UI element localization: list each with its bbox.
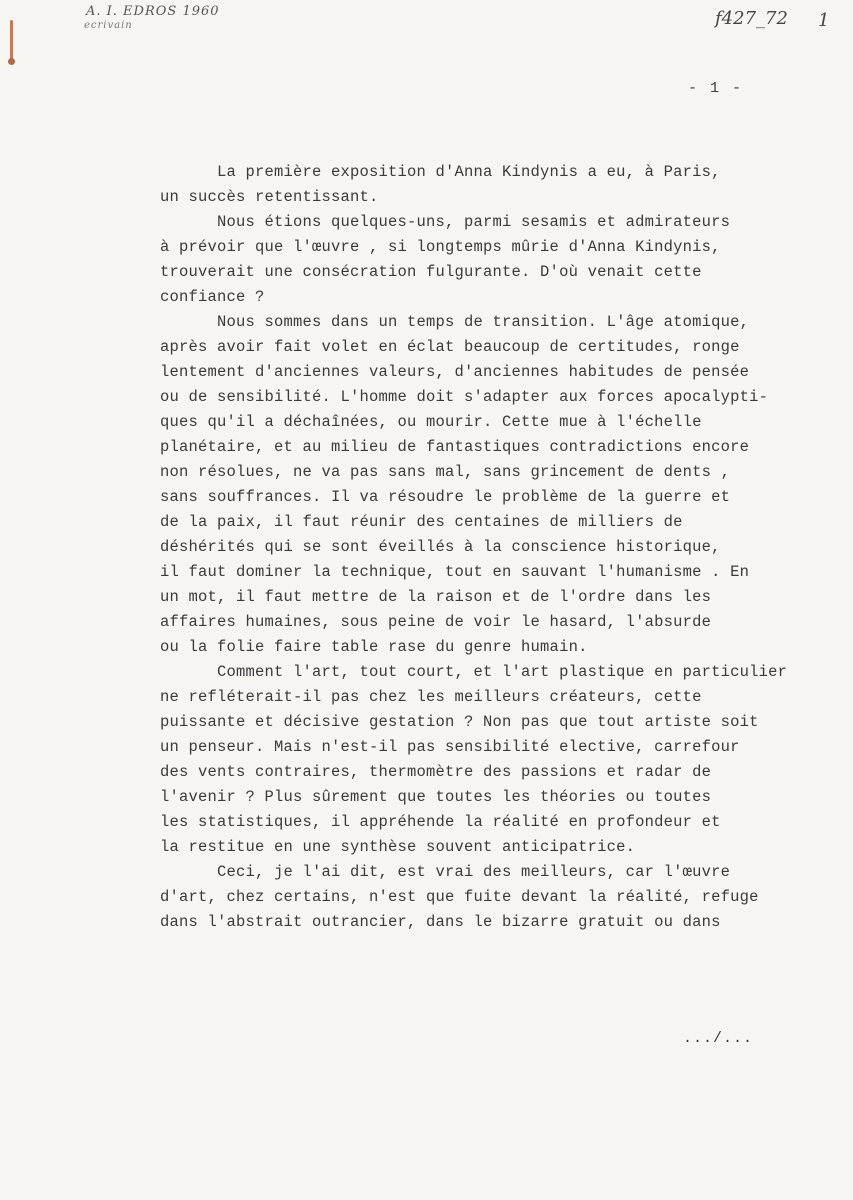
- archive-reference: f427_72: [715, 8, 788, 29]
- handwritten-note: A. I. EDROS 1960: [86, 4, 220, 19]
- text-line: les statistiques, il appréhende la réalité en profondeur et: [160, 813, 721, 831]
- text-line: à prévoir que l'œuvre , si longtemps mûrie d'Anna Kindynis,: [160, 238, 721, 256]
- text-line: déshérités qui se sont éveillés à la conscience historique,: [160, 538, 721, 556]
- text-line: d'art, chez certains, n'est que fuite devant la réalité, refuge: [160, 888, 759, 906]
- handwritten-subnote: ecrivain: [84, 20, 133, 31]
- text-line: confiance ?: [160, 288, 265, 306]
- text-line: Comment l'art, tout court, et l'art plastique en particulier: [160, 663, 788, 681]
- text-line: planétaire, et au milieu de fantastiques contradictions encore: [160, 438, 750, 456]
- text-line: il faut dominer la technique, tout en sauvant l'humanisme . En: [160, 563, 750, 581]
- text-line: après avoir fait volet en éclat beaucoup de certitudes, ronge: [160, 338, 740, 356]
- text-line: ou la folie faire table rase du genre humain.: [160, 638, 588, 656]
- text-line: lentement d'anciennes valeurs, d'anciennes habitudes de pensée: [160, 363, 750, 381]
- text-line: affaires humaines, sous peine de voir le hasard, l'absurde: [160, 613, 712, 631]
- page-number: - 1 -: [688, 80, 744, 97]
- text-line: la restitue en une synthèse souvent anticipatrice.: [160, 838, 636, 856]
- text-line: de la paix, il faut réunir des centaines de milliers de: [160, 513, 683, 531]
- text-line: ques qu'il a déchaînées, ou mourir. Cette mue à l'échelle: [160, 413, 702, 431]
- text-line: non résolues, ne va pas sans mal, sans grincement de dents ,: [160, 463, 731, 481]
- text-line: La première exposition d'Anna Kindynis a eu, à Paris,: [160, 163, 721, 181]
- text-line: Nous sommes dans un temps de transition. L'âge atomique,: [160, 313, 750, 331]
- text-line: puissante et décisive gestation ? Non pas que tout artiste soit: [160, 713, 759, 731]
- text-line: l'avenir ? Plus sûrement que toutes les théories ou toutes: [160, 788, 712, 806]
- text-line: Nous étions quelques-uns, parmi sesamis et admirateurs: [160, 213, 731, 231]
- continuation-mark: .../...: [683, 1030, 754, 1047]
- text-line: un mot, il faut mettre de la raison et de l'ordre dans les: [160, 588, 712, 606]
- text-line: Ceci, je l'ai dit, est vrai des meilleurs, car l'œuvre: [160, 863, 731, 881]
- text-line: sans souffrances. Il va résoudre le problème de la guerre et: [160, 488, 731, 506]
- leaf-number: 1: [818, 10, 830, 31]
- typed-text-body: [160, 160, 840, 935]
- text-line: trouverait une consécration fulgurante. D'où venait cette: [160, 263, 702, 281]
- text-line: un succès retentissant.: [160, 188, 379, 206]
- staple-dot: [8, 58, 15, 65]
- text-line: un penseur. Mais n'est-il pas sensibilité elective, carrefour: [160, 738, 740, 756]
- text-line: des vents contraires, thermomètre des passions et radar de: [160, 763, 712, 781]
- text-line: ou de sensibilité. L'homme doit s'adapter aux forces apocalypti-: [160, 388, 769, 406]
- text-line: ne refléterait-il pas chez les meilleurs créateurs, cette: [160, 688, 702, 706]
- text-line: dans l'abstrait outrancier, dans le bizarre gratuit ou dans: [160, 913, 721, 931]
